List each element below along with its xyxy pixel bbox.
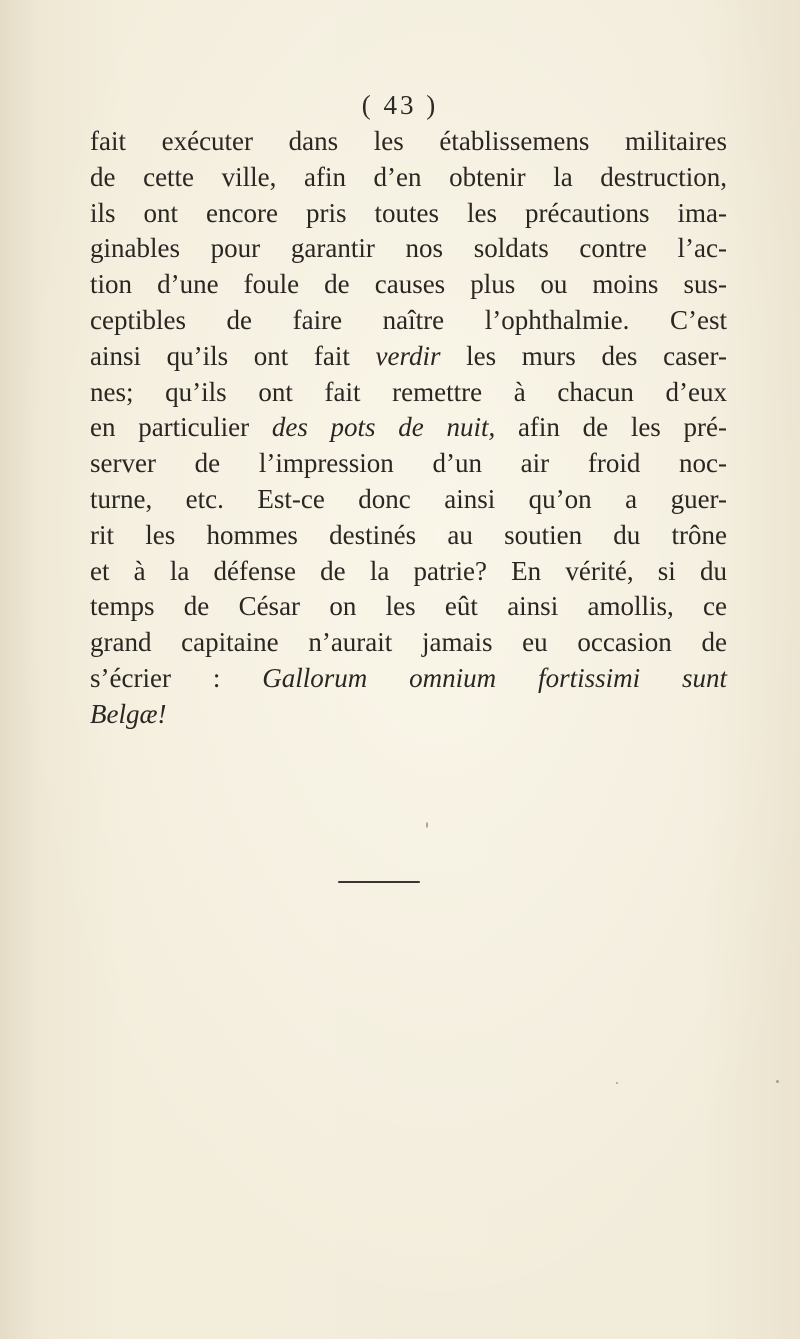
- text-segment: temps de César on les eût ainsi amollis, ce: [90, 591, 727, 622]
- body-text: [90, 124, 727, 733]
- text-line: [90, 625, 727, 661]
- text-line: [90, 518, 727, 554]
- text-line: [90, 124, 727, 160]
- text-segment: ainsi qu’ils ont fait: [90, 340, 376, 371]
- text-segment: et à la défense de la patrie? En vérité, si du: [90, 555, 727, 586]
- text-segment: en particulier: [90, 412, 272, 443]
- text-line: [90, 697, 727, 733]
- text-segment: turne, etc. Est-ce donc ainsi qu’on a guer-: [90, 483, 727, 514]
- text-line: [90, 375, 727, 411]
- italic-text: Gallorum omnium fortissimi sunt: [262, 662, 728, 693]
- page-number: ( 43 ): [361, 90, 439, 120]
- text-line: [90, 267, 727, 303]
- text-line: [90, 303, 727, 339]
- text-segment: s’écrier :: [90, 662, 263, 693]
- text-line: [90, 482, 727, 518]
- text-segment: ils ont encore pris toutes les précautions ima-: [90, 197, 727, 228]
- text-segment: fait exécuter dans les établissemens militaires: [90, 126, 727, 156]
- text-line: [90, 410, 727, 446]
- italic-text: des pots de nuit,: [271, 412, 496, 443]
- text-line: [90, 661, 727, 697]
- text-line: [90, 231, 727, 267]
- text-segment: ginables pour garantir nos soldats contre l’ac-: [90, 233, 727, 264]
- text-line: [90, 196, 727, 232]
- italic-text: verdir: [375, 340, 441, 371]
- closing-rule: [338, 881, 420, 883]
- italic-text: Belgæ!: [90, 698, 167, 729]
- text-segment: grand capitaine n’aurait jamais eu occasion de: [90, 627, 727, 658]
- text-segment: afin de les pré-: [495, 412, 727, 443]
- text-segment: les murs des caser-: [440, 340, 727, 371]
- paper-speck: [426, 822, 428, 828]
- text-segment: rit les hommes destinés au soutien du trône: [90, 519, 727, 550]
- text-line: [90, 339, 727, 375]
- paper-speck: [616, 1082, 618, 1084]
- text-line: [90, 160, 727, 196]
- text-segment: nes; qu’ils ont fait remettre à chacun d’eux: [90, 376, 727, 407]
- text-line: [90, 554, 727, 590]
- text-line: [90, 446, 727, 482]
- paper-speck: [776, 1080, 779, 1083]
- text-segment: tion d’une foule de causes plus ou moins sus-: [90, 269, 727, 300]
- text-segment: de cette ville, afin d’en obtenir la destruction,: [90, 161, 727, 192]
- text-line: [90, 589, 727, 625]
- text-segment: server de l’impression d’un air froid noc-: [90, 448, 727, 479]
- text-segment: ceptibles de faire naître l’ophthalmie. C’est: [90, 304, 727, 335]
